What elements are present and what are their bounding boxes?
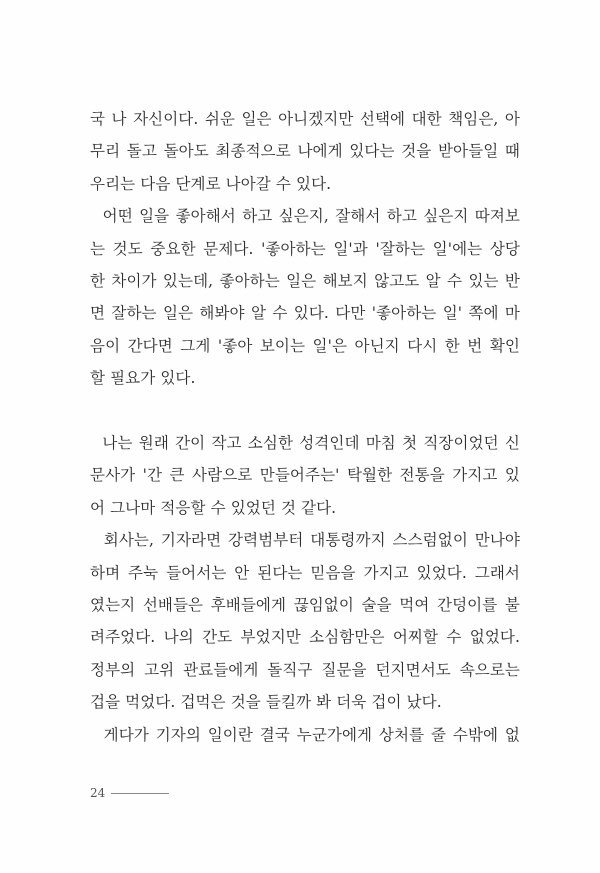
text-line: 게다가 기자의 일이란 결국 누군가에게 상처를 줄 수밖에 없: [90, 725, 520, 744]
text-line: 는 것도 중요한 문제다. '좋아하는 일'과 '잘하는 일'에는 상당: [90, 239, 520, 258]
text-line: 할 필요가 있다.: [90, 369, 196, 388]
text-line: 어떤 일을 좋아해서 하고 싶은지, 잘해서 하고 싶은지 따져보: [90, 207, 520, 226]
text-line: 문사가 '간 큰 사람으로 만들어주는' 탁월한 전통을 가지고 있: [90, 466, 520, 485]
text-line: 어 그나마 적응할 수 있었던 것 같다.: [90, 498, 337, 517]
text-line: 정부의 고위 관료들에게 돌직구 질문을 던지면서도 속으로는: [90, 660, 520, 679]
text-line: 겁을 먹었다. 겁먹은 것을 들킬까 봐 더욱 겁이 났다.: [90, 693, 442, 712]
text-line: 나는 원래 간이 작고 소심한 성격인데 마침 첫 직장이었던 신: [90, 434, 520, 452]
text-line: 무리 돌고 돌아도 최종적으로 나에게 있다는 것을 받아들일 때: [90, 142, 520, 161]
text-line: 한 차이가 있는데, 좋아하는 일은 해보지 않고도 알 수 있는 반: [90, 271, 520, 290]
text-line: 였는지 선배들은 후배들에게 끊임없이 술을 먹여 간덩이를 불: [90, 595, 520, 614]
text-line: 하며 주눅 들어서는 안 된다는 믿음을 가지고 있었다. 그래서: [90, 563, 520, 582]
page-footer: [90, 786, 169, 800]
page-number: 24: [90, 786, 106, 800]
text-line: 려주었다. 나의 간도 부었지만 소심함만은 어찌할 수 없었다.: [90, 628, 520, 647]
text-line: 음이 간다면 그게 '좋아 보이는 일'은 아닌지 다시 한 번 확인: [90, 336, 520, 355]
text-line: 면 잘하는 일은 해봐야 알 수 있다. 다만 '좋아하는 일' 쪽에 마: [90, 304, 520, 323]
paragraph-block-2: [90, 427, 520, 751]
text-line: 우리는 다음 단계로 나아갈 수 있다.: [90, 174, 332, 193]
text-line: 회사는, 기자라면 강력범부터 대통령까지 스스럼없이 만나야: [90, 531, 520, 550]
paragraph-block-1: [90, 103, 520, 395]
footer-rule-divider: [111, 793, 169, 794]
text-line: 국 나 자신이다. 쉬운 일은 아니겠지만 선택에 대한 책임은, 아: [90, 110, 520, 128]
